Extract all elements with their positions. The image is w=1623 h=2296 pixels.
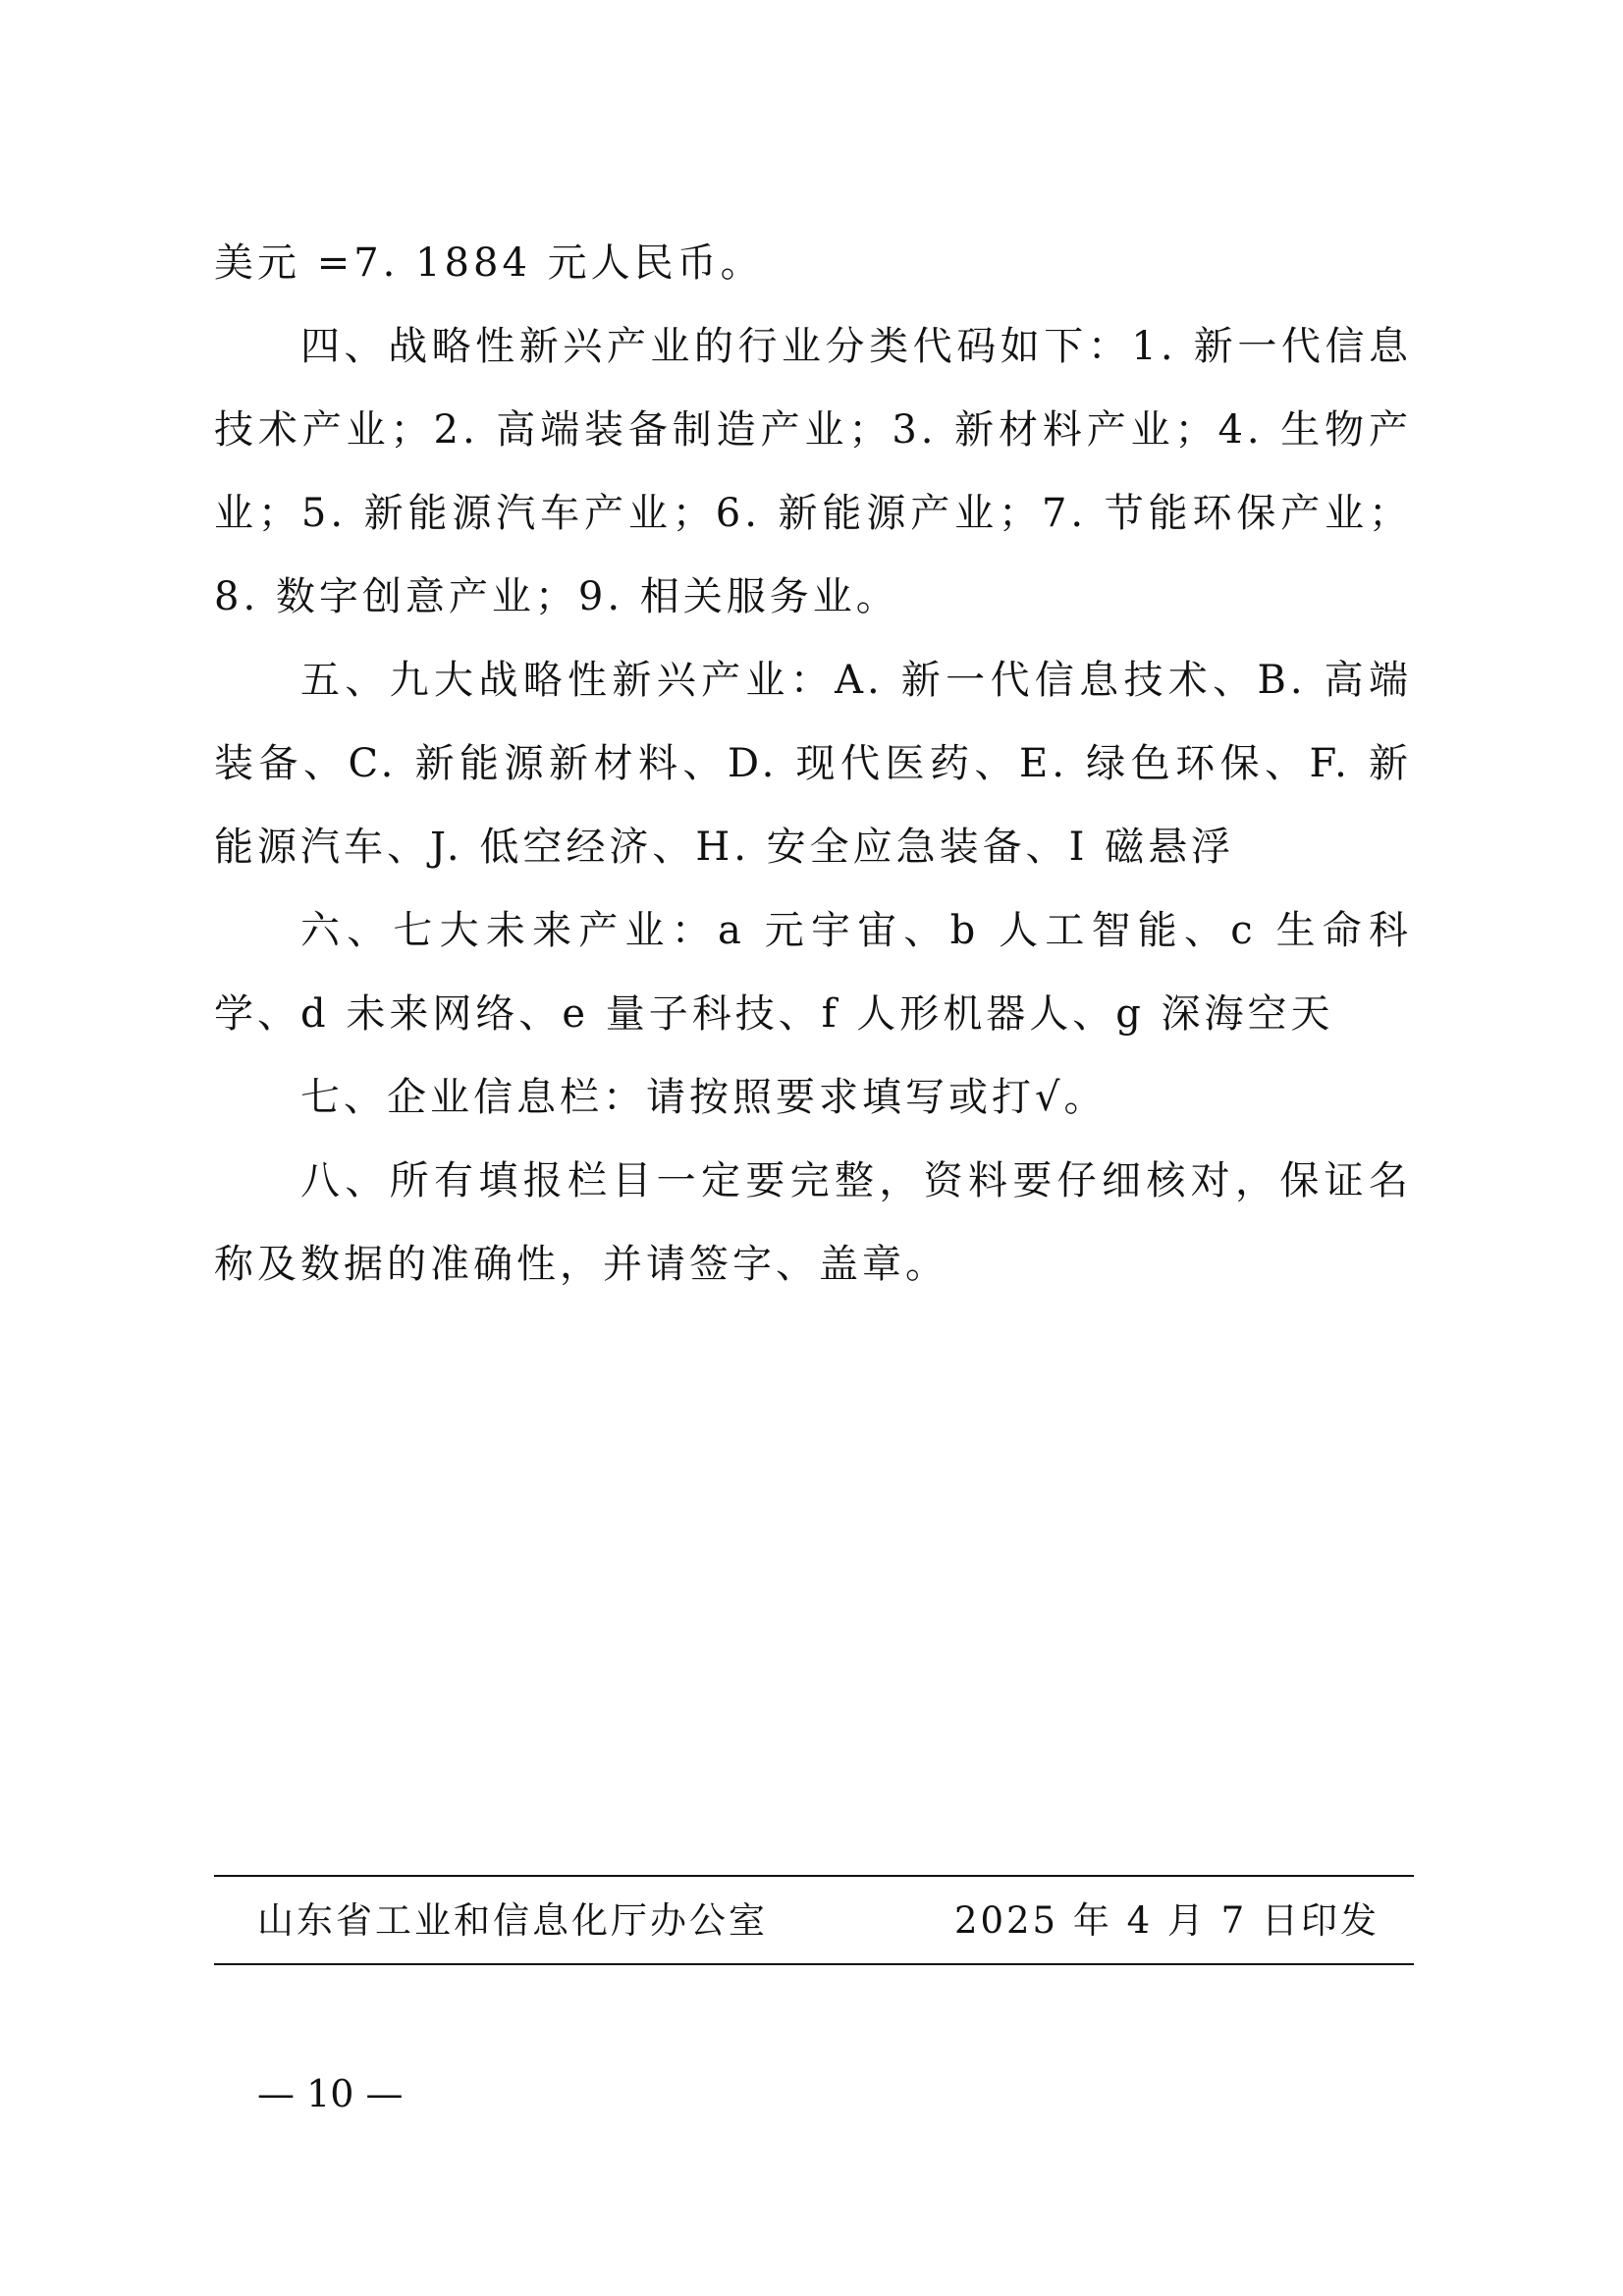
paragraph-nine-industries: 五、九大战略性新兴产业：A. 新一代信息技术、B. 高端装备、C. 新能源新材料、D. 现代医药、E. 绿色环保、F. 新能源汽车、J. 低空经济、H. 安全应急装备、I 磁悬浮	[214, 658, 1412, 870]
paragraph-completeness: 八、所有填报栏目一定要完整，资料要仔细核对，保证名称及数据的准确性，并请签字、盖章。	[214, 1158, 1412, 1287]
paragraph-continuation: 美元 =7. 1884 元人民币。	[214, 240, 764, 286]
page-number: — 10 —	[257, 2072, 404, 2115]
footer-bottom-rule	[214, 1963, 1414, 1965]
paragraph-industry-codes: 四、战略性新兴产业的行业分类代码如下：1. 新一代信息技术产业；2. 高端装备制造产业；3. 新材料产业；4. 生物产业；5. 新能源汽车产业；6. 新能源产业；7. 节能环保产业；8. 数字创意产业；9. 相关服务业。	[214, 324, 1412, 619]
paragraph-future-industries: 六、七大未来产业：a 元宇宙、b 人工智能、c 生命科学、d 未来网络、e 量子科技、f 人形机器人、g 深海空天	[214, 908, 1412, 1037]
document-body	[214, 222, 1412, 1307]
footer-issuer: 山东省工业和信息化厅办公室	[257, 1899, 768, 1942]
paragraph-info-column: 七、企业信息栏：请按照要求填写或打√。	[300, 1075, 1108, 1120]
footer-top-rule	[214, 1875, 1414, 1877]
footer-issue-date: 2025 年 4 月 7 日印发	[953, 1899, 1380, 1942]
